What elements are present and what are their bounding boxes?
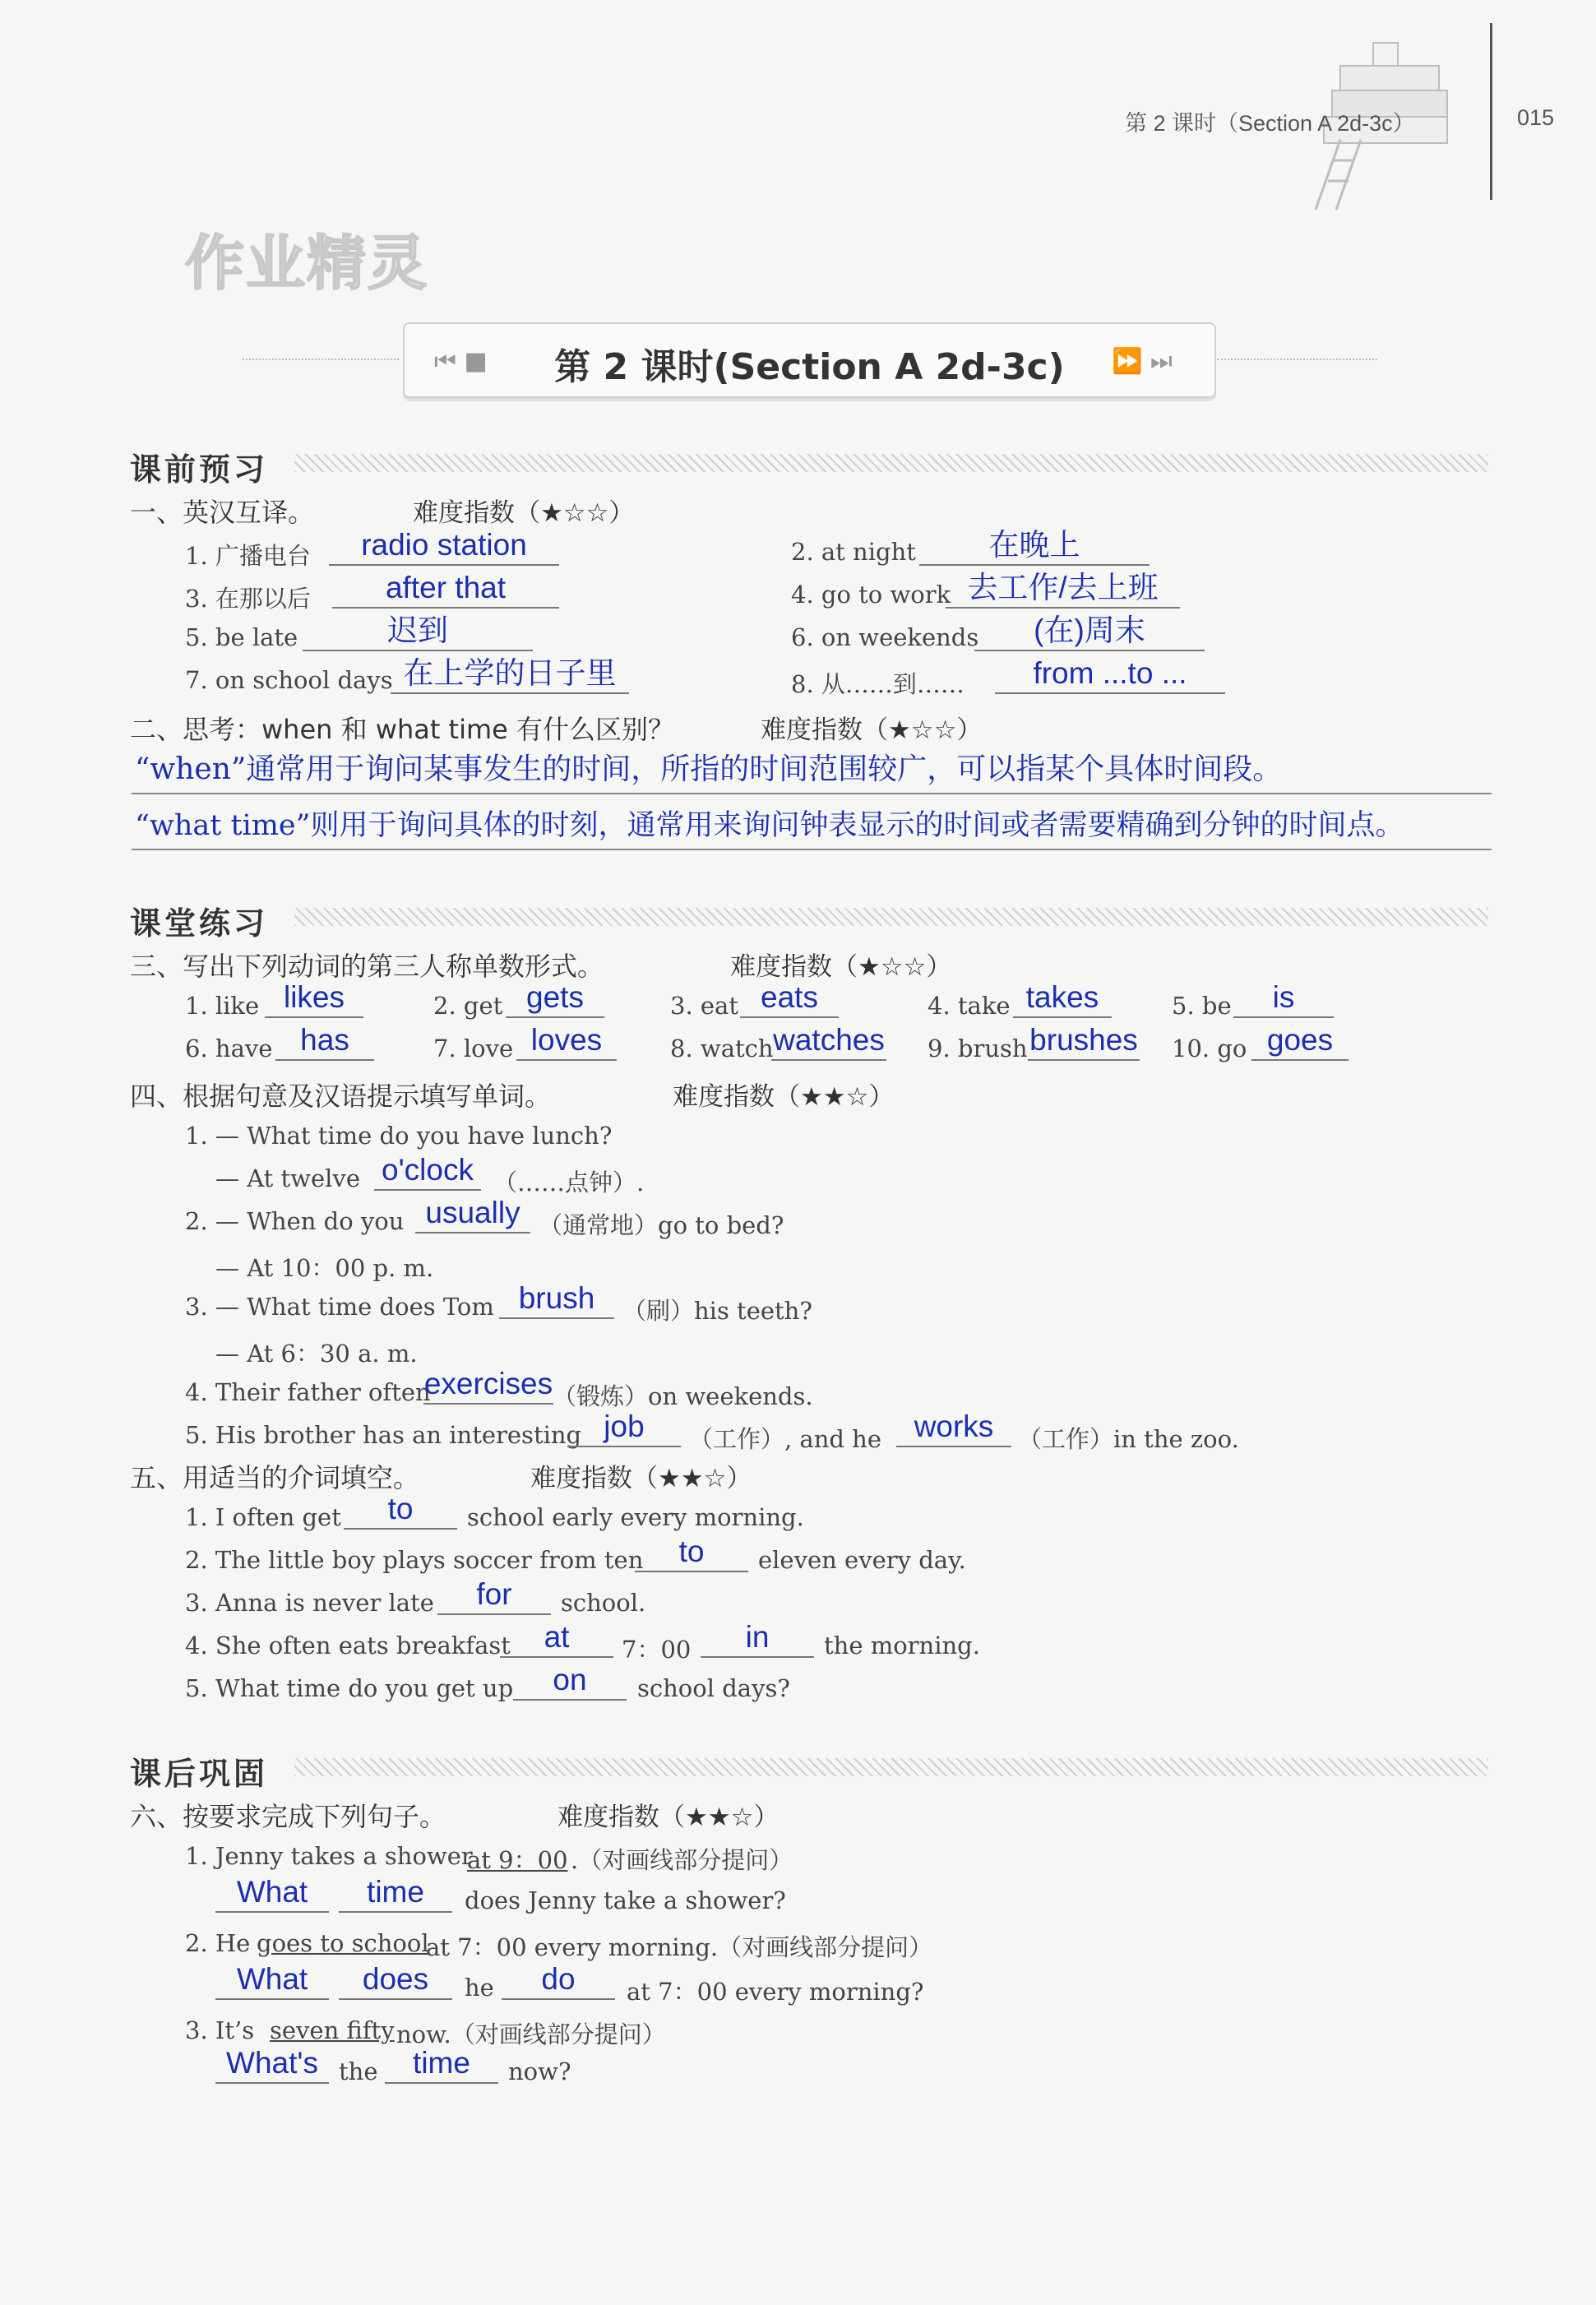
q5-answer-5: on [513,1661,627,1701]
q6-s3-rest: now? [508,2057,571,2085]
q4-line-1b-post: （……点钟）. [493,1169,645,1196]
q6-s1-pre: 1. Jenny takes a shower [185,1842,473,1870]
q4-answer-3: brush [499,1280,614,1319]
q2-difficulty: 难度指数（★☆☆） [761,715,983,745]
q2-head: 二、思考：when 和 what time 有什么区别？ [130,714,675,745]
q4-line-2b: — At 10：00 p. m. [215,1254,434,1282]
q1-answer-2: 在晚上 [919,526,1150,566]
q5-line-1: 1. I often get [185,1503,341,1531]
q1-item-8: 8. 从……到…… [791,670,965,698]
q5-difficulty: 难度指数（★★☆） [530,1464,752,1493]
q1-item-7: 7. on school days [185,666,393,694]
q6-s3-post: now.（对画线部分提问） [396,2020,666,2048]
q6-s2-underlined: goes to school [257,1929,429,1957]
q4-line-2-post: （通常地）go to bed? [539,1211,784,1239]
section-in-class: 课堂练习 [130,905,269,942]
q6-s3-answer-1: What's [215,2044,329,2084]
q1-item-5: 5. be late [185,623,298,651]
q3-head: 三、写出下列动词的第三人称单数形式。 [130,951,604,982]
q5-line-4-mid: 7：00 [622,1636,692,1664]
q6-s2-pre: 2. He [185,1929,251,1957]
q1-difficulty: 难度指数（★☆☆） [413,498,635,528]
q2-answer-2: “what time”则用于询问具体的时刻，通常用来询问钟表显示的时间或者需要精确到分钟的时间点。 [132,803,1492,850]
q4-line-3-post: （刷）his teeth? [622,1297,812,1325]
q5-answer-4a: at [500,1618,613,1658]
q6-s3-pre: 3. It’s [185,2016,255,2044]
title-right-line [1217,359,1377,360]
q3-item-9: 9. brush [928,1034,1028,1062]
q6-s2-answer-2: does [339,1960,452,2000]
section-after-class: 课后巩固 [130,1756,269,1792]
q2-answer-1: “when”通常用于询问某事发生的时间，所指的时间范围较广，可以指某个具体时间段。 [132,747,1492,794]
q3-answer-1: likes [265,979,363,1018]
q5-answer-1: to [344,1490,457,1530]
q1-answer-7: 在上学的日子里 [391,655,629,694]
q6-s1-underlined: at 9：00 [467,1846,568,1874]
page-number: 015 [1517,105,1555,130]
q1-item-3: 3. 在那以后 [185,585,311,613]
q3-item-5: 5. be [1172,992,1232,1020]
q1-item-4: 4. go to work [791,581,951,609]
q3-difficulty: 难度指数（★☆☆） [730,952,952,982]
q5-answer-2: to [635,1533,748,1572]
skip-back-icon: ⏮ ■ [434,347,488,376]
q6-s2-post: at 7：00 every morning.（对画线部分提问） [426,1933,933,1961]
q3-item-3: 3. eat [670,992,738,1020]
q3-answer-4: takes [1013,979,1112,1018]
section-stripe [294,908,1488,926]
q1-item-1: 1. 广播电台 [185,542,311,570]
q3-answer-7: loves [516,1021,617,1061]
q1-answer-4: 去工作/去上班 [946,569,1180,609]
q5-line-3: 3. Anna is never late [185,1589,434,1617]
q6-s1-answer-1: What [215,1873,329,1913]
q6-s3-underlined: seven fifty [270,2016,395,2044]
section-stripe [294,1758,1488,1776]
q3-item-4: 4. take [928,992,1011,1020]
q6-s2-answer-3: do [502,1960,615,2000]
q1-answer-6: (在)周末 [974,612,1205,651]
q6-s2-answer-1: What [215,1960,329,2000]
q5-line-1-post: school early every morning. [467,1503,804,1531]
q6-s1-rest: does Jenny take a shower? [465,1886,786,1914]
lesson-info: 第 2 课时（Section A 2d-3c） [1125,111,1415,136]
q6-s2-rest: at 7：00 every morning? [627,1978,924,2006]
watermark: 作业精灵 [185,229,429,298]
q4-line-2: 2. — When do you [185,1207,405,1235]
q5-line-4: 4. She often eats breakfast [185,1632,511,1659]
q5-line-5-post: school days? [637,1674,790,1702]
q4-answer-1: o'clock [374,1151,481,1191]
q5-answer-3: for [437,1576,551,1615]
q4-line-5-mid: （工作）, and he [689,1425,882,1453]
q4-head: 四、根据句意及汉语提示填写单词。 [130,1081,552,1112]
q1-head: 一、英汉互译。 [130,497,315,528]
q4-difficulty: 难度指数（★★☆） [673,1082,895,1112]
q5-head: 五、用适当的介词填空。 [130,1462,420,1493]
q4-line-3b: — At 6：30 a. m. [215,1340,418,1368]
q4-line-4-post: （锻炼）on weekends. [553,1382,813,1410]
q4-line-5: 5. His brother has an interesting [185,1421,582,1449]
q3-item-1: 1. like [185,992,260,1020]
q4-line-5-post: （工作）in the zoo. [1018,1425,1239,1453]
q3-answer-2: gets [506,979,604,1018]
q3-item-10: 10. go [1172,1034,1247,1062]
title-left-line [243,359,399,360]
q1-answer-5: 迟到 [303,612,533,651]
lesson-title-box [403,322,1216,398]
q6-head: 六、按要求完成下列句子。 [130,1801,446,1832]
q6-difficulty: 难度指数（★★☆） [557,1803,779,1832]
q5-answer-4b: in [701,1618,814,1658]
header-divider [1490,23,1492,200]
q3-answer-10: goes [1251,1021,1349,1061]
q5-line-2-post: eleven every day. [758,1546,966,1574]
q5-line-5: 5. What time do you get up [185,1674,514,1702]
q1-answer-8: from ...to ... [995,655,1225,694]
q3-answer-3: eats [740,979,839,1018]
q5-line-3-post: school. [561,1589,646,1617]
section-pre-class: 课前预习 [130,451,269,488]
q1-answer-1: radio station [329,526,559,566]
q1-answer-3: after that [332,569,559,609]
q6-s3-mid: the [339,2057,378,2085]
section-stripe [294,454,1488,472]
q3-answer-6: has [275,1021,374,1061]
q6-s1-answer-2: time [339,1873,452,1913]
q4-line-1: 1. — What time do you have lunch? [185,1122,613,1150]
q6-s2-mid: he [465,1974,494,2002]
q6-s1-post: .（对画线部分提问） [571,1846,793,1874]
q1-item-2: 2. at night [791,538,916,566]
q3-item-8: 8. watch [670,1034,774,1062]
q3-answer-8: watches [771,1021,886,1061]
q4-answer-5a: job [567,1408,681,1447]
lesson-title: 第 2 课时(Section A 2d-3c) [554,346,1065,388]
q3-answer-5: is [1233,979,1334,1018]
q3-item-2: 2. get [433,992,503,1020]
q3-item-6: 6. have [185,1034,273,1062]
q4-line-4: 4. Their father often [185,1378,431,1406]
q4-line-3: 3. — What time does Tom [185,1293,494,1321]
q3-answer-9: brushes [1028,1021,1140,1061]
q5-line-2: 2. The little boy plays soccer from ten [185,1546,644,1574]
q6-s3-answer-2: time [385,2044,498,2084]
q4-answer-5b: works [896,1408,1011,1447]
q4-line-1b: — At twelve [215,1164,360,1192]
q4-answer-4: exercises [423,1365,553,1405]
q3-item-7: 7. love [433,1034,514,1062]
q4-answer-2: usually [415,1194,530,1233]
q1-item-6: 6. on weekends [791,623,979,651]
q5-line-4-post: the morning. [824,1632,980,1659]
skip-forward-icon: ⏩ ⏭ [1112,347,1173,376]
